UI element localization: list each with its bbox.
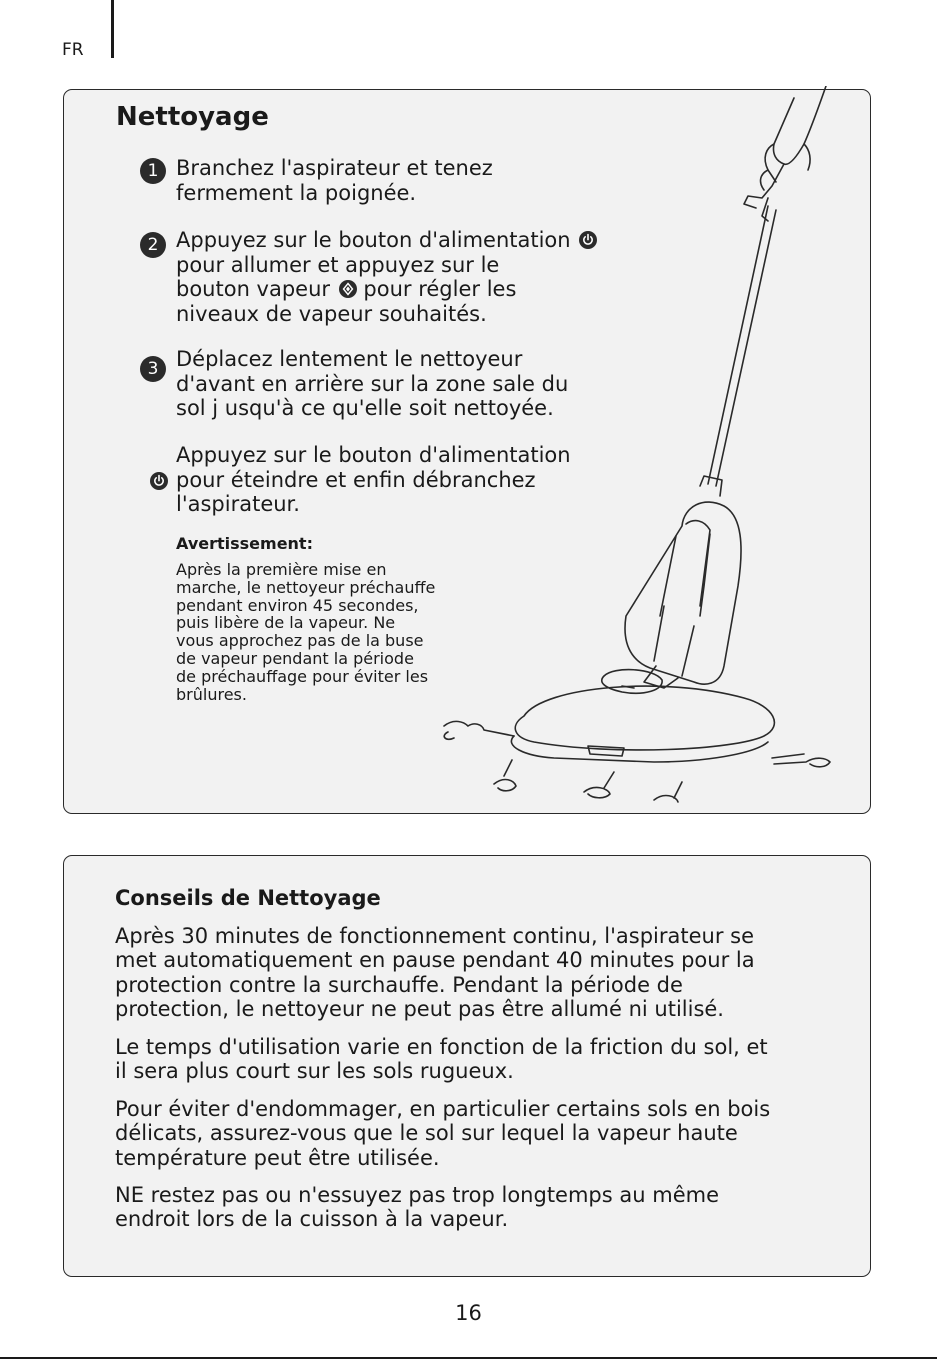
cleaning-panel — [63, 89, 871, 814]
step-line: bouton vapeur — [176, 277, 331, 301]
header-rule — [111, 0, 114, 58]
tip-paragraph — [115, 1097, 835, 1170]
language-label: FR — [62, 40, 84, 60]
tip-line: délicats, assurez-vous que le sol sur lequel la vapeur haute — [115, 1121, 738, 1146]
section-title: Conseils de Nettoyage — [115, 886, 381, 910]
step-line: Appuyez sur le bouton d'alimentation — [176, 228, 571, 252]
warning-line: pendant environ 45 secondes, — [176, 595, 419, 615]
step-line: l'aspirateur. — [176, 492, 300, 516]
step-line: d'avant en arrière sur la zone sale du — [176, 371, 569, 396]
tip-line: protection contre la surchauffe. Pendant la période de — [115, 972, 683, 997]
step-line: pour allumer et appuyez sur le — [176, 252, 500, 277]
step-line: Déplacez lentement le nettoyeur — [176, 347, 523, 371]
step-line: Branchez l'aspirateur et tenez — [176, 156, 493, 180]
page-number: 16 — [455, 1301, 482, 1325]
warning-title: Avertissement: — [176, 534, 313, 553]
step-line: fermement la poignée. — [176, 180, 417, 205]
tip-line: Le temps d'utilisation varie en fonction de la friction du sol, et — [115, 1035, 768, 1059]
section-title: Nettoyage — [116, 102, 269, 132]
footer-rule — [0, 1357, 937, 1359]
tip-line: protection, le nettoyeur ne peut pas être allumé ni utilisé. — [115, 996, 724, 1021]
warning-line: brûlures. — [176, 684, 247, 704]
step-line: niveaux de vapeur souhaités. — [176, 301, 487, 326]
tip-line: NE restez pas ou n'essuyez pas trop longtemps au même — [115, 1183, 719, 1207]
tips-panel — [63, 855, 871, 1277]
step-number-badge: 3 — [140, 356, 166, 382]
tip-paragraph — [115, 1183, 835, 1232]
warning-line: Après la première mise en — [176, 560, 387, 579]
warning-line: de préchauffage pour éviter les — [176, 666, 429, 686]
warning-line: marche, le nettoyeur préchauffe — [176, 577, 436, 597]
tip-line: met automatiquement en pause pendant 40 minutes pour la — [115, 948, 755, 973]
tip-line: Pour éviter d'endommager, en particulier certains sols en bois — [115, 1097, 771, 1121]
step-number-badge: 1 — [140, 158, 166, 184]
power-icon — [150, 472, 168, 490]
tip-paragraph — [115, 924, 835, 1021]
step-line: pour éteindre et enfin débranchez — [176, 467, 536, 492]
tip-line: Après 30 minutes de fonctionnement continu, l'aspirateur se — [115, 924, 755, 948]
tip-line: endroit lors de la cuisson à la vapeur. — [115, 1207, 509, 1232]
steam-mop-illustration — [364, 86, 844, 806]
steam-icon — [339, 280, 357, 298]
tip-paragraph — [115, 1035, 835, 1084]
warning-line: puis libère de la vapeur. Ne — [176, 613, 396, 633]
step-line: pour régler les — [363, 277, 517, 301]
warning-line: vous approchez pas de la buse — [176, 631, 424, 651]
step-line: Appuyez sur le bouton d'alimentation — [176, 443, 571, 467]
step-number-badge: 2 — [140, 232, 166, 258]
step-line: sol j usqu'à ce qu'elle soit nettoyée. — [176, 396, 554, 420]
tip-line: température peut être utilisée. — [115, 1145, 440, 1170]
tip-line: il sera plus court sur les sols rugueux. — [115, 1059, 514, 1084]
warning-line: de vapeur pendant la période — [176, 648, 414, 668]
